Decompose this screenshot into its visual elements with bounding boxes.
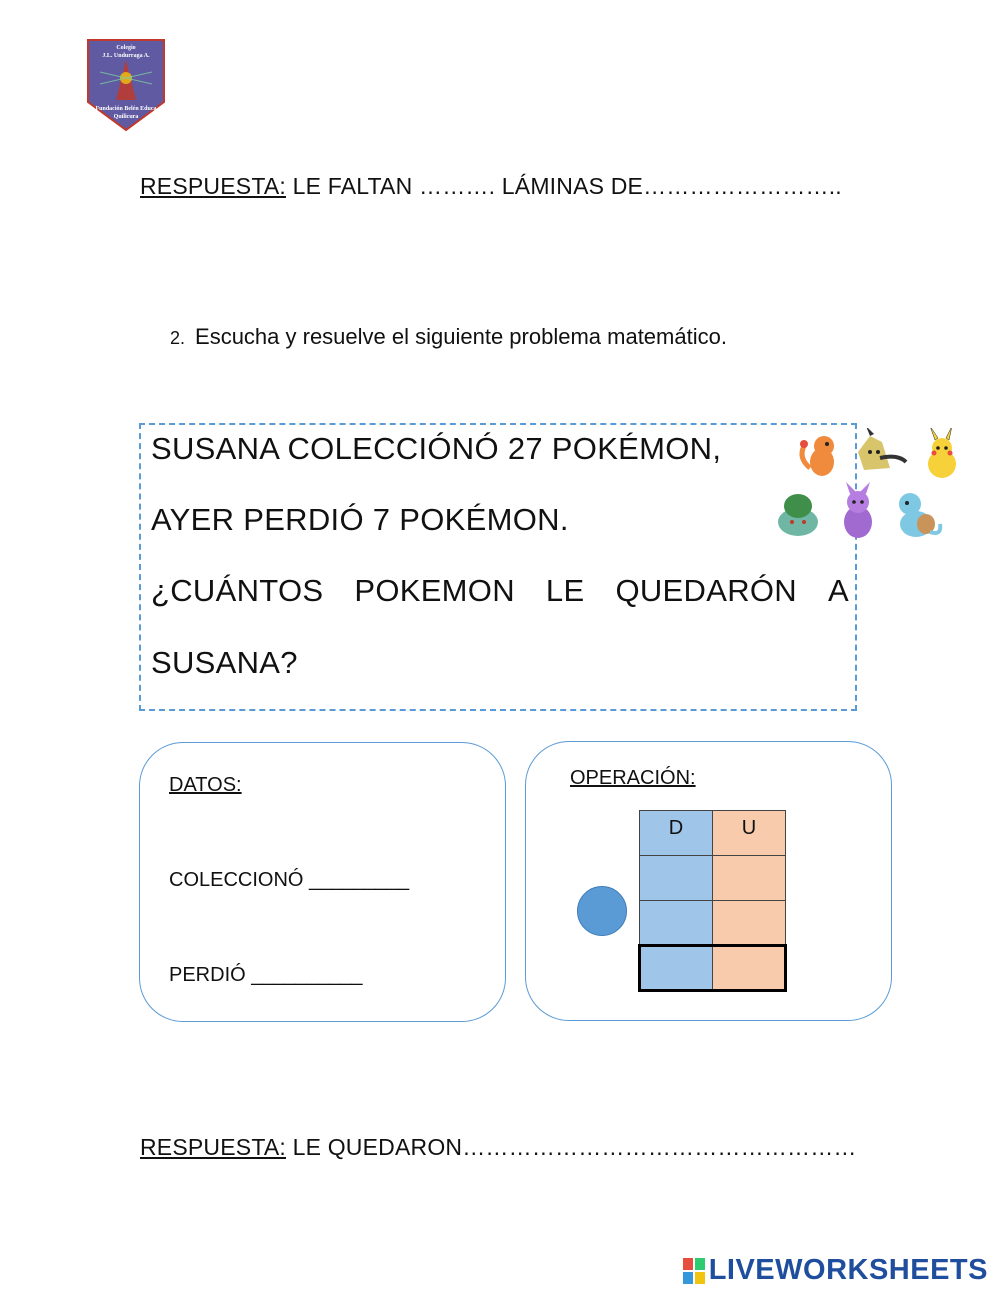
units-cell-row1[interactable] xyxy=(713,856,786,901)
bulbasaur-figure xyxy=(778,494,818,536)
tens-cell-row2[interactable] xyxy=(640,901,713,946)
purple-pokemon-figure xyxy=(844,482,872,538)
pokemon-figures-image xyxy=(770,428,970,544)
liveworksheets-brand xyxy=(683,1254,988,1287)
data-title: DATOS: xyxy=(169,774,242,796)
problem-line-3 xyxy=(151,573,849,609)
tens-header: D xyxy=(640,811,713,856)
crest-line-1: Colegio xyxy=(116,45,136,51)
problem-line-1: SUSANA COLECCIÓNÓ 27 POKÉMON, xyxy=(151,431,722,466)
pikachu-figure xyxy=(928,428,956,478)
instruction xyxy=(170,324,727,350)
units-result-cell[interactable] xyxy=(713,946,786,991)
school-crest-logo xyxy=(86,38,166,132)
lost-field[interactable]: PERDIÓ __________ xyxy=(169,964,363,986)
answer-text: LE QUEDARON…………………………………………… xyxy=(286,1134,857,1160)
operation-title: OPERACIÓN: xyxy=(570,767,696,789)
tens-result-cell[interactable] xyxy=(640,946,713,991)
problem-word: POKEMON xyxy=(354,573,515,608)
collected-field[interactable]: COLECCIONÓ _________ xyxy=(169,869,410,891)
mimikyu-figure xyxy=(858,428,906,470)
units-header: U xyxy=(713,811,786,856)
place-value-table xyxy=(638,810,787,992)
operation-sign-circle[interactable] xyxy=(577,886,627,936)
crest-line-4: Quilicura xyxy=(113,114,139,120)
charmander-figure xyxy=(800,436,834,476)
answer-line-top[interactable] xyxy=(140,173,842,200)
problem-line-2: AYER PERDIÓ 7 POKÉMON. xyxy=(151,502,569,537)
answer-text: LE FALTAN ………. LÁMINAS DE…………………….. xyxy=(286,173,842,199)
problem-word: LE xyxy=(545,573,585,608)
brand-name: LIVEWORKSHEETS xyxy=(708,1254,988,1286)
liveworksheets-logo-icon xyxy=(683,1258,705,1284)
answer-label: RESPUESTA: xyxy=(140,173,286,199)
instruction-text: Escucha y resuelve el siguiente problema matemático. xyxy=(195,324,727,349)
instruction-number: 2. xyxy=(170,328,186,348)
answer-label: RESPUESTA: xyxy=(140,1134,286,1160)
problem-word: A xyxy=(827,573,849,608)
problem-line-4: SUSANA? xyxy=(151,645,298,680)
squirtle-figure xyxy=(899,493,940,537)
problem-box xyxy=(139,423,857,711)
problem-word: ¿CUÁNTOS xyxy=(151,573,324,608)
problem-word: QUEDARÓN xyxy=(615,573,797,608)
tens-cell-row1[interactable] xyxy=(640,856,713,901)
answer-line-bottom[interactable] xyxy=(140,1134,857,1161)
crest-line-2: J.L. Undurraga A. xyxy=(102,53,150,59)
units-cell-row2[interactable] xyxy=(713,901,786,946)
crest-line-3: Fundación Belén Educa xyxy=(95,106,157,112)
